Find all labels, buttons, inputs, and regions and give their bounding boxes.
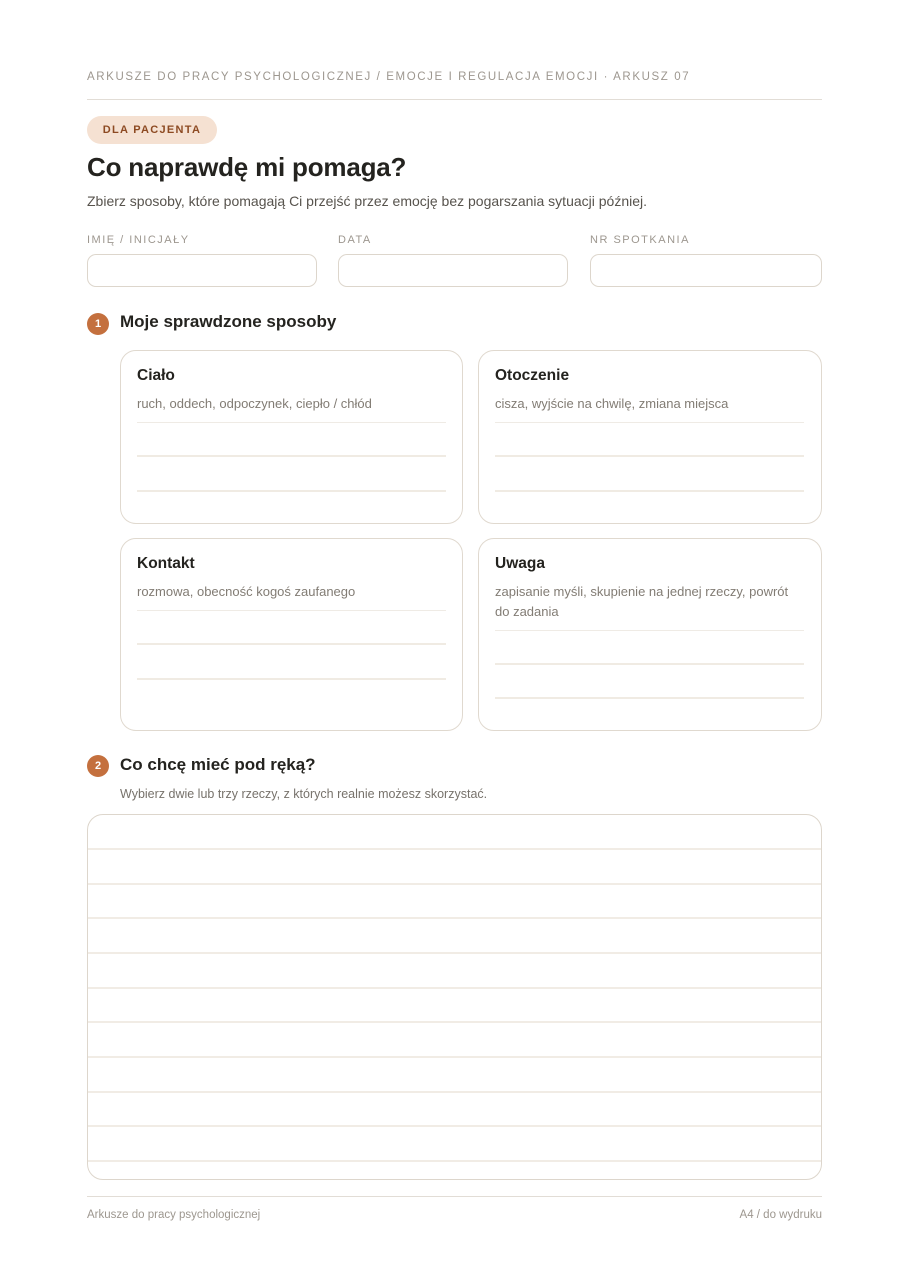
card-attention-hint: zapisanie myśli, skupienie na jednej rzeczy, powrót do zadania	[495, 584, 789, 619]
footer-divider	[87, 1196, 822, 1197]
section-1-number: 1	[87, 313, 109, 335]
card-contact-divider	[137, 610, 446, 611]
card-contact-title: Kontakt	[137, 555, 195, 572]
session-number-field-label: NR SPOTKANIA	[590, 234, 690, 246]
note-line	[88, 1091, 821, 1093]
note-line	[88, 1125, 821, 1127]
card-environment-title: Otoczenie	[495, 367, 570, 384]
audience-badge: DLA PACJENTA	[87, 116, 217, 144]
breadcrumb: ARKUSZE DO PRACY PSYCHOLOGICZNEJ / EMOCJE I REGULACJA EMOCJI · ARKUSZ 07	[87, 71, 691, 83]
card-attention-write-line	[495, 697, 804, 699]
card-body[interactable]	[120, 350, 463, 524]
card-environment-write-line	[495, 490, 804, 492]
header-divider	[87, 99, 822, 100]
card-contact-write-line	[137, 643, 446, 645]
card-contact-write-line	[137, 678, 446, 680]
section-2-title: Co chcę mieć pod ręką?	[120, 755, 316, 774]
card-attention-write-line	[495, 663, 804, 665]
card-body-divider	[137, 422, 446, 423]
note-line	[88, 848, 821, 850]
card-contact-hint: rozmowa, obecność kogoś zaufanego	[137, 584, 356, 599]
card-body-title: Ciało	[137, 367, 175, 384]
name-field[interactable]	[87, 254, 317, 287]
card-environment-divider	[495, 422, 804, 423]
date-field[interactable]	[338, 254, 568, 287]
note-line	[88, 1056, 821, 1058]
card-attention[interactable]	[478, 538, 822, 731]
page-title: Co naprawdę mi pomaga?	[87, 152, 407, 182]
note-line	[88, 1160, 821, 1162]
page-subtitle: Zbierz sposoby, które pomagają Ci przejść przez emocję bez pogarszania sytuacji później.	[87, 193, 648, 209]
card-environment-write-line	[495, 455, 804, 457]
notes-area[interactable]	[87, 814, 822, 1180]
section-1-title: Moje sprawdzone sposoby	[120, 312, 337, 331]
name-field-label: IMIĘ / INICJAŁY	[87, 234, 190, 246]
note-line	[88, 987, 821, 989]
note-line	[88, 883, 821, 885]
card-body-write-line	[137, 455, 446, 457]
session-number-field[interactable]	[590, 254, 822, 287]
footer-source: Arkusze do pracy psychologicznej	[87, 1209, 261, 1221]
date-field-label: DATA	[338, 234, 372, 246]
card-environment-hint: cisza, wyjście na chwilę, zmiana miejsca	[495, 396, 729, 411]
section-2-number: 2	[87, 755, 109, 777]
note-line	[88, 917, 821, 919]
card-attention-divider	[495, 630, 804, 631]
section-2-hint: Wybierz dwie lub trzy rzeczy, z których realnie możesz skorzystać.	[120, 787, 488, 801]
card-body-hint: ruch, oddech, odpoczynek, ciepło / chłód	[137, 396, 372, 411]
note-line	[88, 952, 821, 954]
card-attention-title: Uwaga	[495, 555, 545, 572]
footer-format: A4 / do wydruku	[739, 1209, 822, 1221]
card-body-write-line	[137, 490, 446, 492]
card-environment[interactable]	[478, 350, 822, 524]
card-contact[interactable]	[120, 538, 463, 731]
note-line	[88, 1021, 821, 1023]
worksheet-page	[87, 0, 822, 1287]
